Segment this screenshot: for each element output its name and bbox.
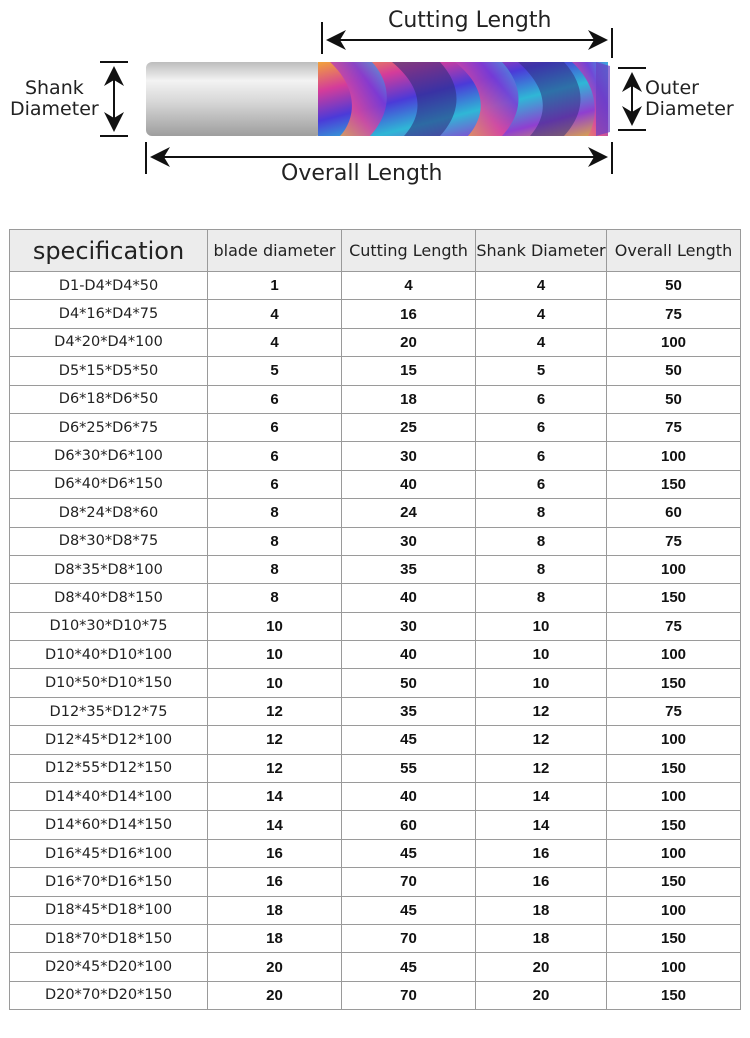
cell-shank-diameter: 8	[476, 527, 607, 555]
cell-overall-length: 150	[607, 470, 741, 498]
cell-specification: D4*16*D4*75	[10, 300, 208, 328]
shank	[146, 62, 322, 136]
cell-blade-diameter: 1	[208, 272, 342, 300]
cell-cutting-length: 70	[342, 981, 476, 1009]
cell-cutting-length: 55	[342, 754, 476, 782]
cell-cutting-length: 45	[342, 953, 476, 981]
cell-overall-length: 75	[607, 697, 741, 725]
cell-specification: D10*30*D10*75	[10, 612, 208, 640]
cell-blade-diameter: 20	[208, 981, 342, 1009]
cell-blade-diameter: 6	[208, 385, 342, 413]
cell-shank-diameter: 20	[476, 981, 607, 1009]
cell-shank-diameter: 8	[476, 499, 607, 527]
cell-cutting-length: 16	[342, 300, 476, 328]
cell-specification: D6*40*D6*150	[10, 470, 208, 498]
table-row	[10, 981, 741, 1009]
table-row	[10, 584, 741, 612]
cell-blade-diameter: 8	[208, 527, 342, 555]
cell-overall-length: 150	[607, 811, 741, 839]
cell-specification: D20*70*D20*150	[10, 981, 208, 1009]
cell-specification: D18*70*D18*150	[10, 924, 208, 952]
cell-blade-diameter: 16	[208, 839, 342, 867]
cell-specification: D6*30*D6*100	[10, 442, 208, 470]
end-mill-diagram	[0, 0, 750, 200]
cell-specification: D8*35*D8*100	[10, 555, 208, 583]
table-row	[10, 413, 741, 441]
cell-overall-length: 75	[607, 413, 741, 441]
cell-cutting-length: 15	[342, 357, 476, 385]
table-row	[10, 442, 741, 470]
outer-diameter-label	[645, 78, 734, 120]
cell-blade-diameter: 12	[208, 754, 342, 782]
cell-blade-diameter: 14	[208, 811, 342, 839]
cell-overall-length: 75	[607, 612, 741, 640]
table-row	[10, 385, 741, 413]
cell-blade-diameter: 20	[208, 953, 342, 981]
cell-cutting-length: 30	[342, 612, 476, 640]
table-row	[10, 300, 741, 328]
cell-specification: D8*40*D8*150	[10, 584, 208, 612]
cell-specification: D6*25*D6*75	[10, 413, 208, 441]
cell-blade-diameter: 6	[208, 413, 342, 441]
cell-cutting-length: 60	[342, 811, 476, 839]
header-shank-diameter: Shank Diameter	[476, 230, 607, 272]
table-row	[10, 697, 741, 725]
outer-label-line1: Outer	[645, 77, 699, 99]
cell-shank-diameter: 10	[476, 641, 607, 669]
cell-cutting-length: 30	[342, 442, 476, 470]
cell-shank-diameter: 14	[476, 783, 607, 811]
cell-overall-length: 50	[607, 272, 741, 300]
cell-overall-length: 50	[607, 357, 741, 385]
cell-shank-diameter: 8	[476, 555, 607, 583]
cell-shank-diameter: 4	[476, 272, 607, 300]
cell-cutting-length: 4	[342, 272, 476, 300]
specification-table	[9, 229, 741, 1010]
cell-cutting-length: 18	[342, 385, 476, 413]
cell-specification: D12*35*D12*75	[10, 697, 208, 725]
cell-specification: D14*60*D14*150	[10, 811, 208, 839]
cell-cutting-length: 50	[342, 669, 476, 697]
cell-overall-length: 150	[607, 924, 741, 952]
cell-overall-length: 100	[607, 328, 741, 356]
table-body	[10, 272, 741, 1010]
cell-blade-diameter: 6	[208, 442, 342, 470]
cell-overall-length: 50	[607, 385, 741, 413]
header-specification: specification	[10, 230, 208, 272]
cell-overall-length: 100	[607, 839, 741, 867]
table-row	[10, 555, 741, 583]
cell-specification: D10*50*D10*150	[10, 669, 208, 697]
cell-specification: D14*40*D14*100	[10, 783, 208, 811]
cell-cutting-length: 24	[342, 499, 476, 527]
table-row	[10, 612, 741, 640]
cell-shank-diameter: 10	[476, 669, 607, 697]
cell-overall-length: 100	[607, 953, 741, 981]
header-blade-diameter: blade diameter	[208, 230, 342, 272]
cell-cutting-length: 45	[342, 896, 476, 924]
cell-shank-diameter: 4	[476, 300, 607, 328]
cell-specification: D1-D4*D4*50	[10, 272, 208, 300]
shank-diameter-label	[10, 78, 99, 120]
cell-blade-diameter: 8	[208, 555, 342, 583]
cell-shank-diameter: 12	[476, 726, 607, 754]
cell-overall-length: 100	[607, 896, 741, 924]
cell-specification: D8*30*D8*75	[10, 527, 208, 555]
cell-blade-diameter: 4	[208, 300, 342, 328]
cell-specification: D12*55*D12*150	[10, 754, 208, 782]
header-overall-length: Overall Length	[607, 230, 741, 272]
cell-cutting-length: 25	[342, 413, 476, 441]
cell-shank-diameter: 18	[476, 924, 607, 952]
cell-shank-diameter: 8	[476, 584, 607, 612]
cell-cutting-length: 30	[342, 527, 476, 555]
cell-blade-diameter: 14	[208, 783, 342, 811]
table-row	[10, 272, 741, 300]
cell-blade-diameter: 8	[208, 499, 342, 527]
cell-specification: D6*18*D6*50	[10, 385, 208, 413]
table-row	[10, 868, 741, 896]
table-row	[10, 896, 741, 924]
overall-length-label: Overall Length	[281, 161, 443, 186]
table-row	[10, 726, 741, 754]
cell-blade-diameter: 10	[208, 669, 342, 697]
table-row	[10, 839, 741, 867]
cell-blade-diameter: 8	[208, 584, 342, 612]
cell-overall-length: 150	[607, 981, 741, 1009]
cell-cutting-length: 40	[342, 470, 476, 498]
cell-overall-length: 60	[607, 499, 741, 527]
cell-shank-diameter: 12	[476, 754, 607, 782]
cell-cutting-length: 35	[342, 697, 476, 725]
cell-cutting-length: 35	[342, 555, 476, 583]
cell-specification: D16*45*D16*100	[10, 839, 208, 867]
cutting-length-label: Cutting Length	[388, 8, 552, 33]
cell-shank-diameter: 16	[476, 839, 607, 867]
cell-specification: D4*20*D4*100	[10, 328, 208, 356]
header-cutting-length: Cutting Length	[342, 230, 476, 272]
table-row	[10, 754, 741, 782]
table-row	[10, 470, 741, 498]
table-row	[10, 669, 741, 697]
cell-specification: D12*45*D12*100	[10, 726, 208, 754]
cell-blade-diameter: 5	[208, 357, 342, 385]
cell-blade-diameter: 16	[208, 868, 342, 896]
shank-label-line1: Shank	[24, 77, 84, 99]
cell-overall-length: 100	[607, 641, 741, 669]
cell-blade-diameter: 18	[208, 924, 342, 952]
cell-shank-diameter: 4	[476, 328, 607, 356]
cell-shank-diameter: 6	[476, 413, 607, 441]
table-row	[10, 499, 741, 527]
table-row	[10, 357, 741, 385]
table-row	[10, 953, 741, 981]
cell-overall-length: 150	[607, 754, 741, 782]
cell-cutting-length: 20	[342, 328, 476, 356]
cell-cutting-length: 70	[342, 868, 476, 896]
cell-overall-length: 150	[607, 868, 741, 896]
cell-overall-length: 100	[607, 442, 741, 470]
cell-overall-length: 75	[607, 300, 741, 328]
cell-cutting-length: 40	[342, 783, 476, 811]
table-row	[10, 783, 741, 811]
cell-specification: D16*70*D16*150	[10, 868, 208, 896]
cell-blade-diameter: 18	[208, 896, 342, 924]
cell-cutting-length: 40	[342, 641, 476, 669]
cell-blade-diameter: 12	[208, 697, 342, 725]
table-row	[10, 527, 741, 555]
table-row	[10, 641, 741, 669]
cell-shank-diameter: 10	[476, 612, 607, 640]
cell-overall-length: 75	[607, 527, 741, 555]
table-header-row	[10, 230, 741, 272]
table-row	[10, 924, 741, 952]
cell-shank-diameter: 6	[476, 385, 607, 413]
shank-label-line2: Diameter	[10, 98, 99, 120]
cell-shank-diameter: 16	[476, 868, 607, 896]
cell-specification: D20*45*D20*100	[10, 953, 208, 981]
cell-cutting-length: 40	[342, 584, 476, 612]
cell-blade-diameter: 12	[208, 726, 342, 754]
outer-label-line2: Diameter	[645, 98, 734, 120]
cell-shank-diameter: 20	[476, 953, 607, 981]
cell-overall-length: 100	[607, 783, 741, 811]
cell-shank-diameter: 12	[476, 697, 607, 725]
cell-overall-length: 100	[607, 555, 741, 583]
cell-shank-diameter: 14	[476, 811, 607, 839]
cell-shank-diameter: 5	[476, 357, 607, 385]
cell-overall-length: 100	[607, 726, 741, 754]
cell-shank-diameter: 6	[476, 470, 607, 498]
cell-shank-diameter: 6	[476, 442, 607, 470]
table-row	[10, 811, 741, 839]
cell-blade-diameter: 4	[208, 328, 342, 356]
cell-specification: D8*24*D8*60	[10, 499, 208, 527]
cell-cutting-length: 70	[342, 924, 476, 952]
cell-specification: D5*15*D5*50	[10, 357, 208, 385]
cell-blade-diameter: 10	[208, 641, 342, 669]
cell-cutting-length: 45	[342, 726, 476, 754]
table-row	[10, 328, 741, 356]
cell-overall-length: 150	[607, 669, 741, 697]
cell-cutting-length: 45	[342, 839, 476, 867]
cell-specification: D18*45*D18*100	[10, 896, 208, 924]
cell-blade-diameter: 6	[208, 470, 342, 498]
cell-blade-diameter: 10	[208, 612, 342, 640]
cell-specification: D10*40*D10*100	[10, 641, 208, 669]
cell-shank-diameter: 18	[476, 896, 607, 924]
cell-overall-length: 150	[607, 584, 741, 612]
